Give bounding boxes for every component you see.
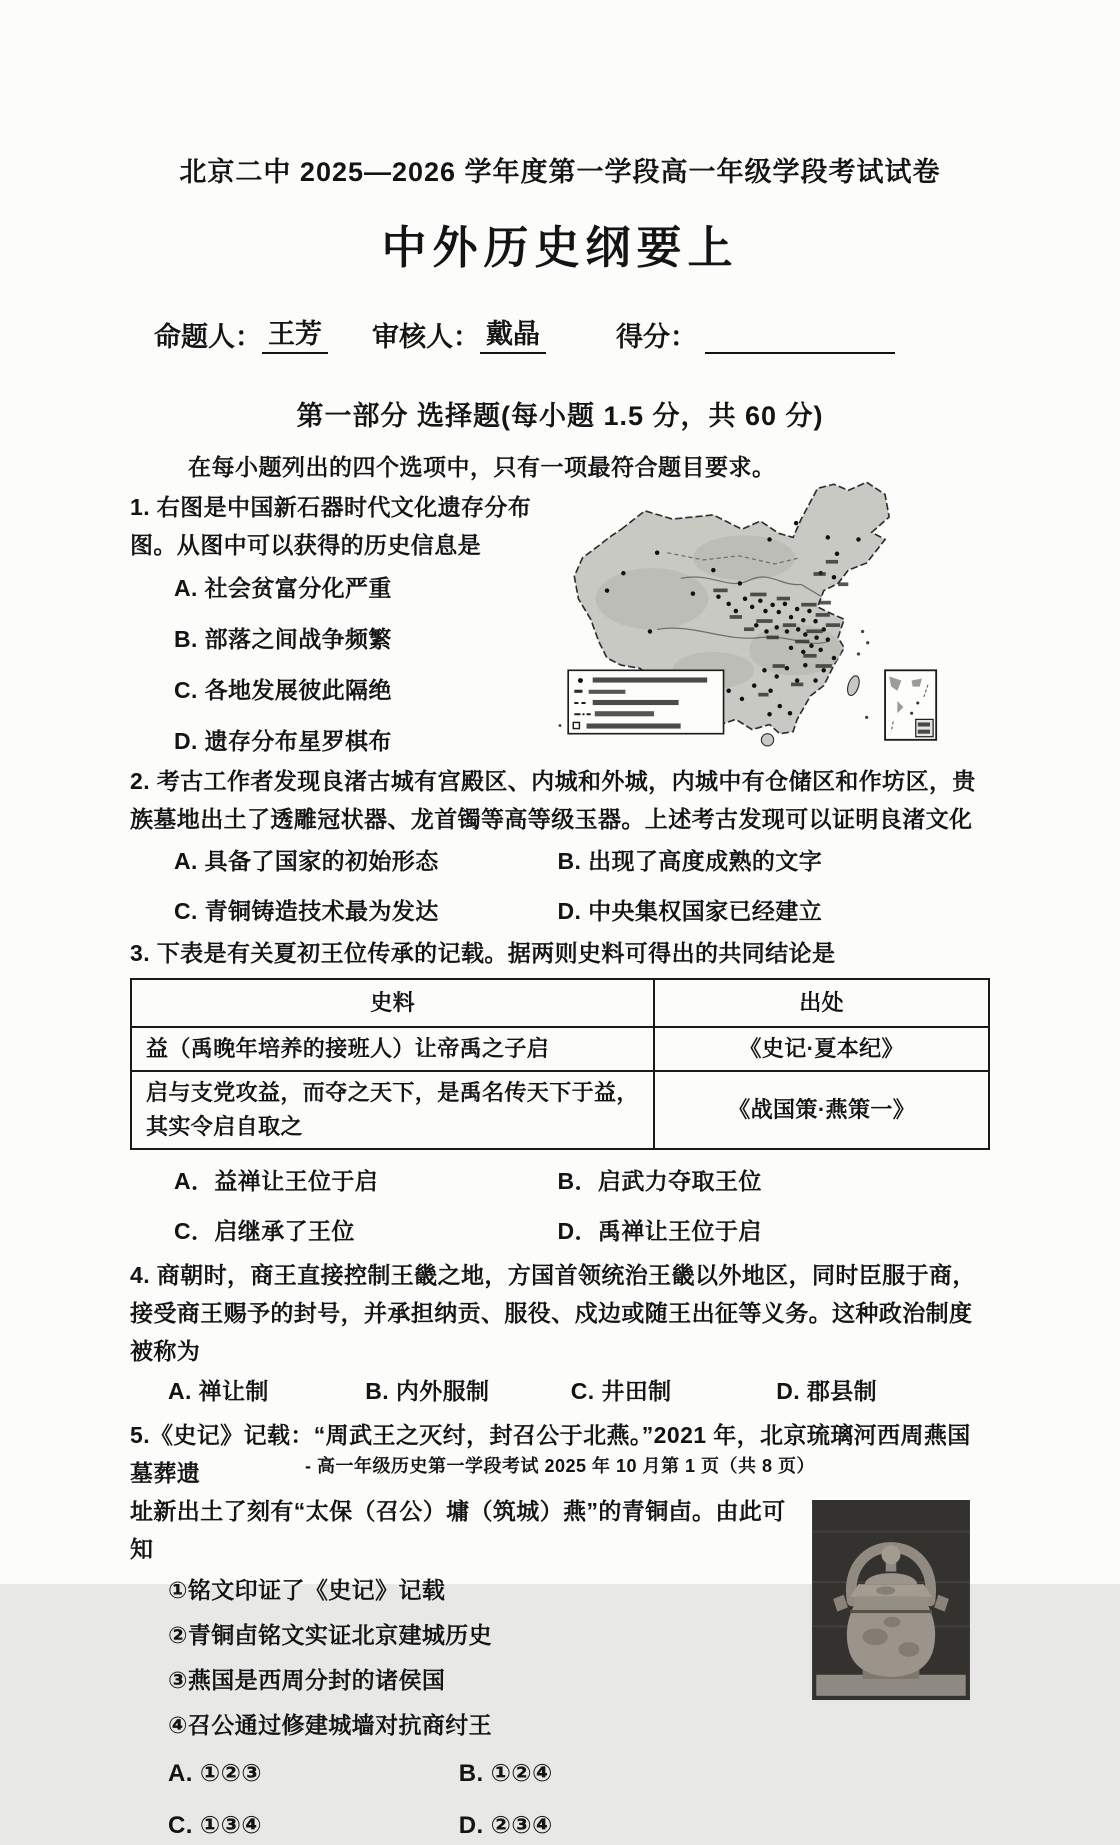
setter-label: 命题人：: [154, 322, 262, 352]
option-b: B. 出现了高度成熟的文字: [557, 848, 823, 874]
question-3-table: [130, 978, 990, 1150]
section-title: 第一部分 选择题(每小题 1.5 分，共 60 分): [296, 401, 824, 431]
question-3: [130, 934, 990, 1250]
table-cell-material: 益（禹晚年培养的接班人）让帝禹之子启: [131, 1027, 654, 1071]
neolithic-sites-map-figure: [560, 476, 1020, 760]
setter-name: 王芳: [262, 312, 328, 354]
map-south-sea-inset: [885, 670, 936, 740]
question-4-options: [130, 1372, 990, 1410]
statement-3: ③燕国是西周分封的诸侯国: [168, 1667, 446, 1693]
table-cell-source: 《史记·夏本纪》: [654, 1027, 989, 1071]
option-d: D. 遗存分布星罗棋布: [174, 728, 392, 754]
table-row: [131, 1027, 989, 1071]
table-header-source: 出处: [654, 979, 989, 1027]
score-label: 得分：: [616, 322, 697, 352]
option-b: B. 内外服制: [365, 1378, 490, 1404]
option-b: B. ①②④: [458, 1760, 553, 1787]
question-3-stem: 3. 下表是有关夏初王位传承的记载。据两则史料可得出的共同结论是: [130, 940, 836, 966]
table-cell-source: 《战国策·燕策一》: [654, 1071, 989, 1149]
option-c: C．启继承了王位: [174, 1218, 355, 1244]
option-a: A. 禅让制: [168, 1378, 269, 1404]
option-c: C. ①③④: [168, 1812, 263, 1839]
question-5-stem-line1: 5.《史记》记载：“周武王之灭纣，封召公于北燕。”2021 年，北京琉璃河西周燕国墓葬遗: [130, 1422, 971, 1486]
option-d: D．禹禅让王位于启: [557, 1218, 762, 1244]
china-map-image: [560, 476, 1020, 744]
question-2-options: [130, 842, 990, 930]
reviewer-name: 戴晶: [480, 312, 546, 354]
page-footer: - 高一年级历史第一学段考试 2025 年 10 月第 1 页（共 8 页）: [304, 1456, 816, 1476]
option-c: C. 井田制: [570, 1378, 672, 1404]
statement-2: ②青铜卣铭文实证北京建城历史: [168, 1622, 493, 1648]
question-3-options: [130, 1162, 990, 1250]
reviewer-label: 审核人：: [372, 322, 480, 352]
score-blank-underline: [705, 324, 895, 354]
bronze-vessel-photo: [812, 1500, 970, 1845]
option-c: C. 各地发展彼此隔绝: [174, 677, 392, 703]
table-cell-material: 启与支党攻益，而夺之天下，是禹名传天下于益，其实令启自取之: [131, 1071, 654, 1149]
option-a: A. 具备了国家的初始形态: [174, 848, 439, 874]
option-a: A．益禅让王位于启: [174, 1168, 379, 1194]
map-legend: [568, 670, 723, 733]
section-instructions: 在每小题列出的四个选项中，只有一项最符合题目要求。: [188, 454, 776, 480]
option-b: B. 部落之间战争频繁: [174, 626, 392, 652]
question-5-statements: [130, 1572, 800, 1743]
question-4: [130, 1256, 990, 1410]
option-d: D. 郡县制: [776, 1378, 878, 1404]
question-5-stem-line2: 址新出土了刻有“太保（召公）墉（筑城）燕”的青铜卣。由此可知: [130, 1498, 786, 1562]
question-2-stem: 2. 考古工作者发现良渚古城有宫殿区、内城和外城，内城中有仓储区和作坊区，贵族墓地出土了透雕冠状器、龙首镯等高等级玉器。上述考古发现可以证明良渚文化: [130, 768, 976, 832]
option-d: D. ②③④: [458, 1812, 553, 1839]
option-d: D. 中央集权国家已经建立: [557, 898, 823, 924]
exam-meta-row: [130, 312, 990, 354]
question-4-stem: 4. 商朝时，商王直接控制王畿之地，方国首领统治王畿以外地区，同时臣服于商，接受商王赐予的封号，并承担纳贡、服役、戍边或随王出征等义务。这种政治制度被称为: [130, 1262, 976, 1364]
question-5: [130, 1416, 990, 1845]
question-1-options: [130, 569, 560, 760]
exam-subject-title: 中外历史纲要上: [381, 222, 739, 273]
option-a: A. 社会贫富分化严重: [174, 575, 392, 601]
bronze-vessel-image: [812, 1500, 970, 1700]
table-row: [131, 1071, 989, 1149]
statement-1: ①铭文印证了《史记》记载: [168, 1577, 446, 1603]
option-b: B．启武力夺取王位: [557, 1168, 762, 1194]
statement-4: ④召公通过修建城墙对抗商纣王: [168, 1712, 493, 1738]
table-header-material: 史料: [131, 979, 654, 1027]
option-a: A. ①②③: [168, 1760, 263, 1787]
question-2: [130, 762, 990, 930]
exam-header-title: 北京二中 2025—2026 学年度第一学段高一年级学段考试试卷: [179, 157, 941, 187]
question-1-stem: 1. 右图是中国新石器时代文化遗存分布图。从图中可以获得的历史信息是: [130, 494, 532, 558]
option-c: C. 青铜铸造技术最为发达: [174, 898, 439, 924]
question-5-options: [130, 1755, 800, 1845]
question-1: [130, 488, 990, 760]
